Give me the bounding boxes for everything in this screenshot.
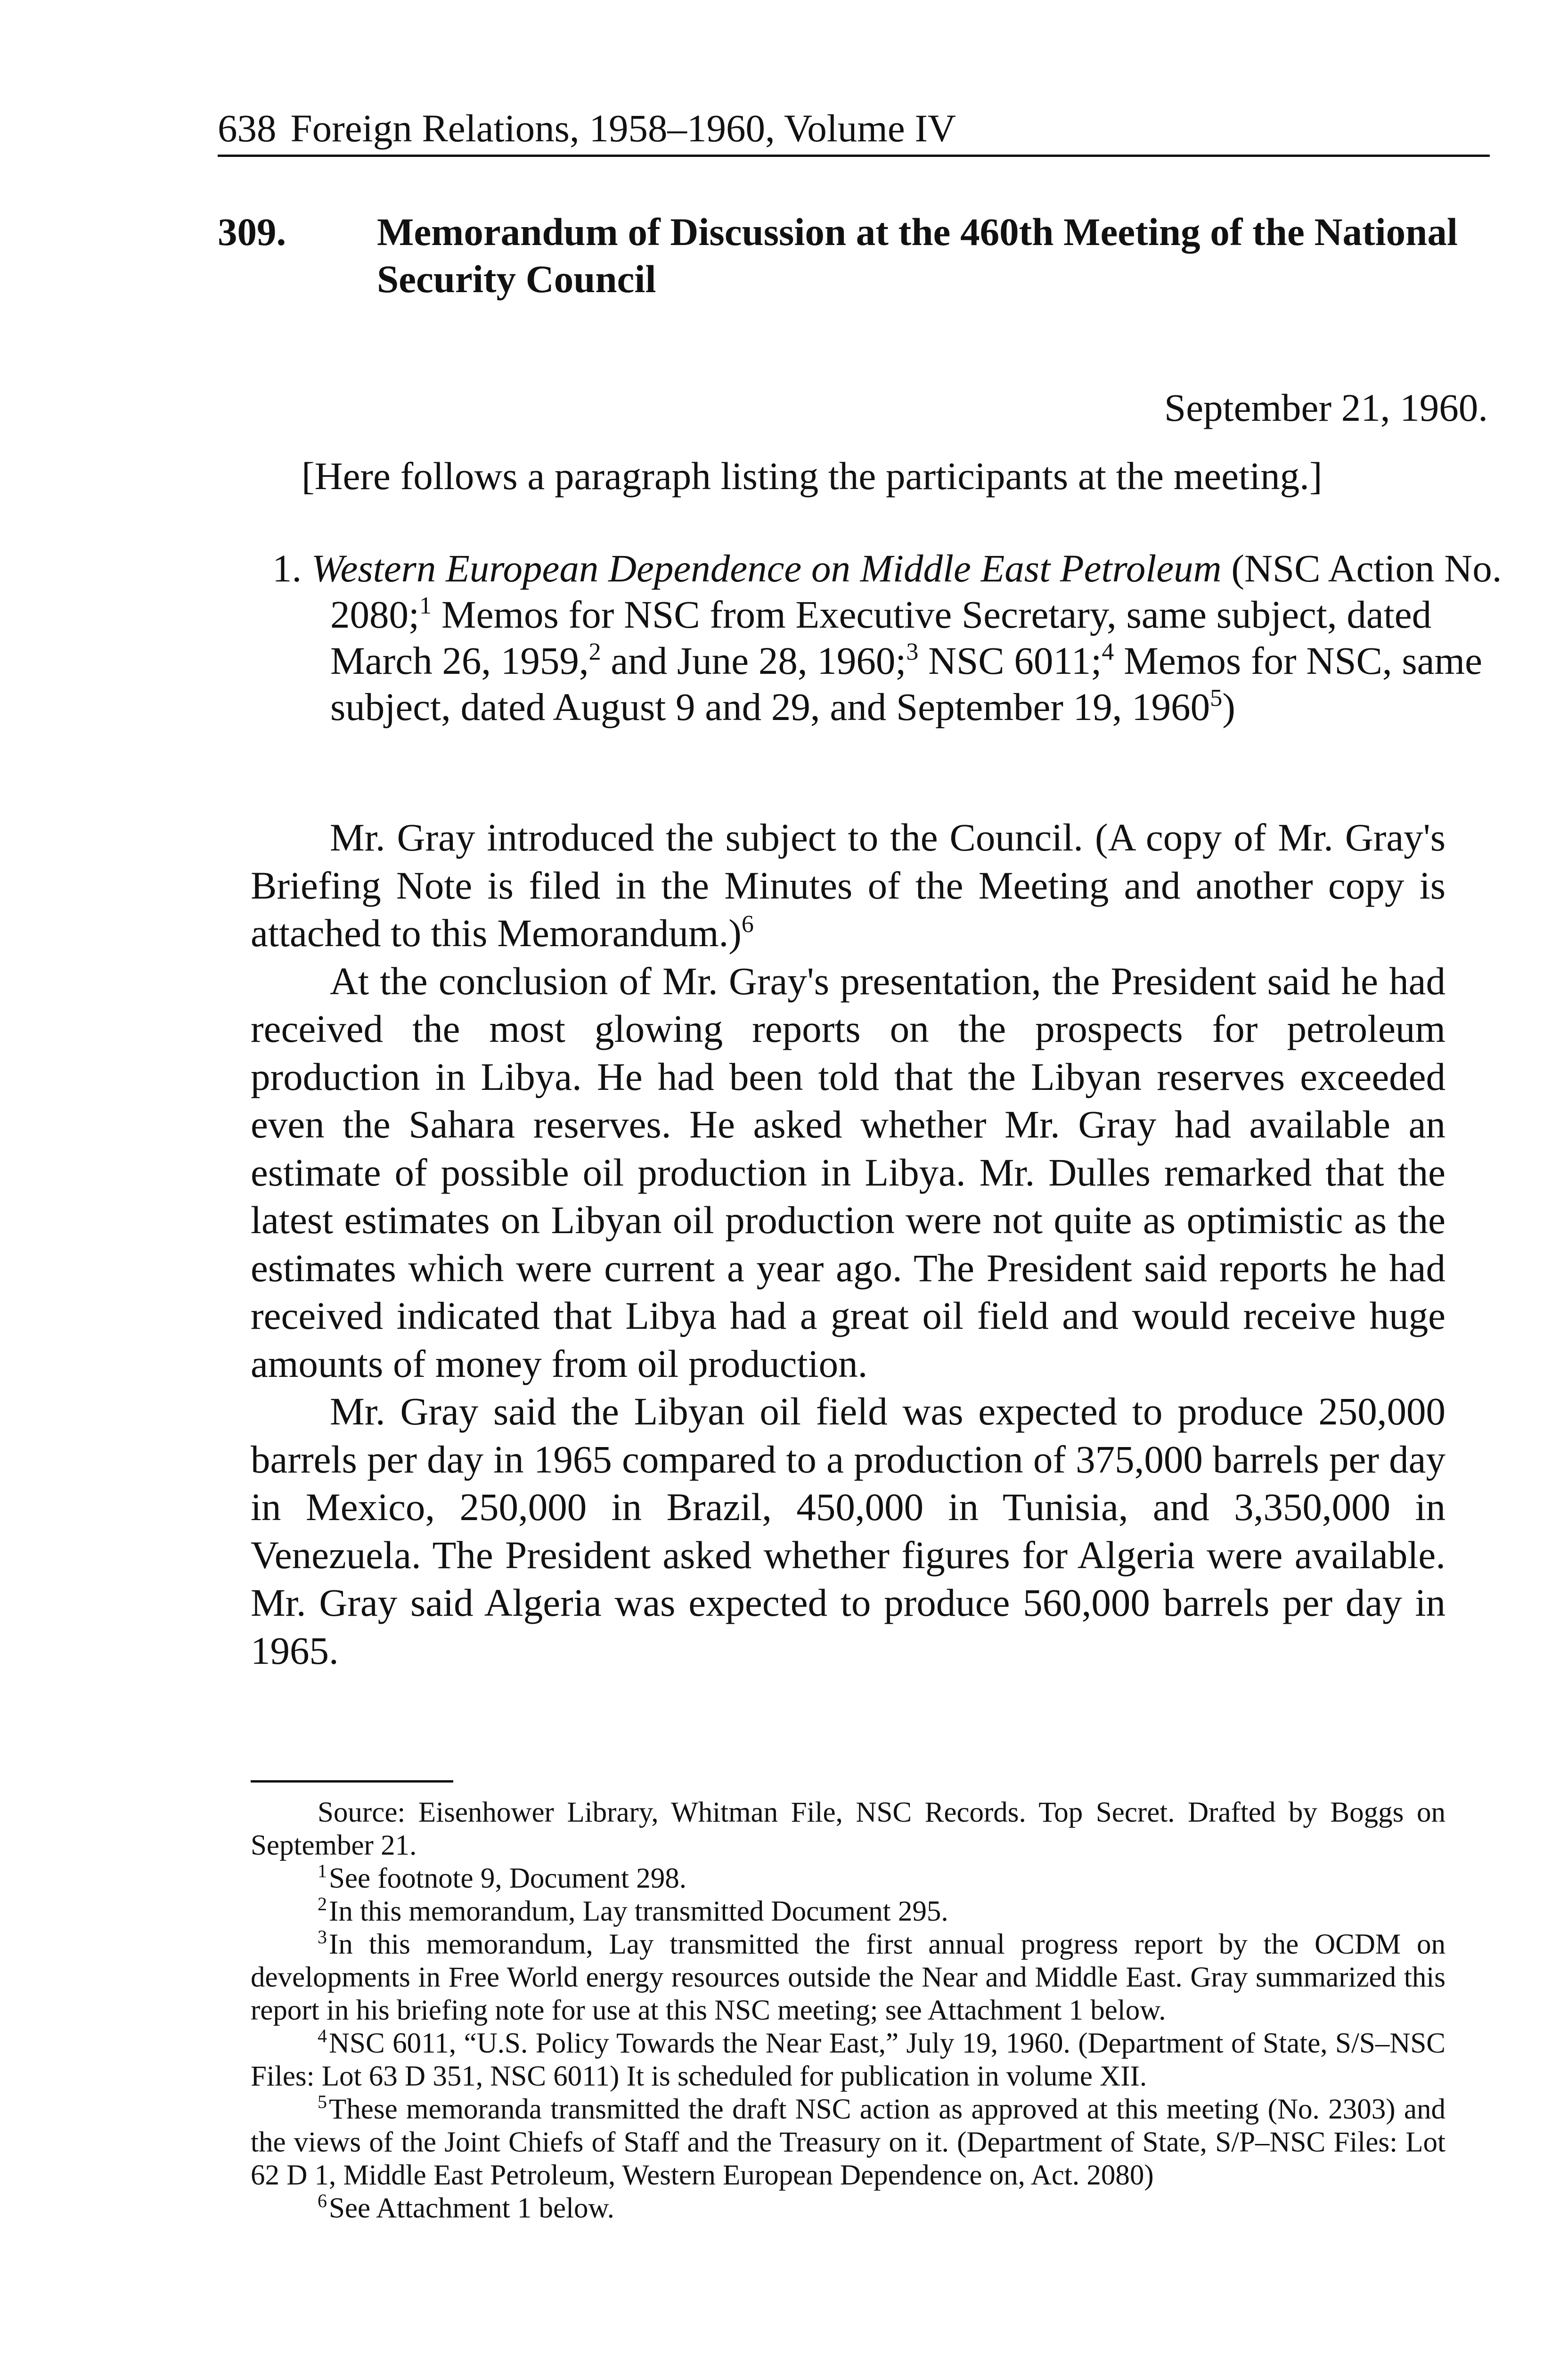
agenda-text-4: NSC 6011; bbox=[918, 639, 1102, 682]
document-title: Memorandum of Discussion at the 460th Meeting of the National Security Council bbox=[377, 210, 1458, 301]
document-date: September 21, 1960. bbox=[1164, 386, 1488, 429]
paragraph-text: Mr. Gray introduced the subject to the Council. (A copy of Mr. Gray's Briefing Note is filed in the Minutes of the Meeting and another copy is attached to this Memorandum.) bbox=[251, 816, 1446, 955]
footnote-ref-5[interactable]: 5 bbox=[1210, 685, 1223, 712]
agenda-text-2: Memos for NSC from Executive Secretary, same subject, dated March 26, 1959, bbox=[330, 593, 1432, 682]
footnote-3 bbox=[251, 1928, 1446, 2027]
agenda-item bbox=[272, 545, 1541, 730]
footnote-mark: 1 bbox=[318, 1860, 327, 1882]
footnote-2 bbox=[251, 1895, 1446, 1928]
footnote-1 bbox=[251, 1862, 1446, 1895]
footnote-4 bbox=[251, 2027, 1446, 2093]
document-number: 309. bbox=[218, 210, 286, 254]
footnote-6 bbox=[251, 2192, 1446, 2225]
body-text bbox=[251, 814, 1446, 1675]
footnote-mark: 2 bbox=[318, 1893, 327, 1914]
footnote-ref-4[interactable]: 4 bbox=[1102, 638, 1114, 665]
footnote-text: In this memorandum, Lay transmitted Document 295. bbox=[329, 1896, 948, 1927]
footnote-text: In this memorandum, Lay transmitted the first annual progress report by the OCDM on developments in Free World energy resources outside the Near and Middle East. Gray summarized this report in his briefing note for use at this NSC meeting; see Attachment 1 below. bbox=[251, 1929, 1446, 2026]
footnote-ref-6[interactable]: 6 bbox=[741, 911, 754, 938]
footnote-text: These memoranda transmitted the draft NSC action as approved at this meeting (No. 2303) and the views of the Joint Chiefs of Staff and the Treasury on it. (Department of State, S/P–NSC Files: Lot 62 D 1, Middle East Petroleum, Western European Dependence on, Act. 2080) bbox=[251, 2094, 1446, 2191]
paragraph: At the conclusion of Mr. Gray's presentation, the President said he had received the most glowing reports on the prospects for petroleum production in Libya. He had been told that the Libyan reserves exceeded even the Sahara reserves. He asked whether Mr. Gray had available an estimate of possible oil production in Libya. Mr. Dulles remarked that the latest estimates on Libyan oil production were not quite as optimistic as the estimates which were current a year ago. The President said reports he had received indicated that Libya had a great oil field and would receive huge amounts of money from oil production. bbox=[251, 959, 1446, 1385]
footnote-ref-1[interactable]: 1 bbox=[419, 592, 432, 619]
agenda-text-6: ) bbox=[1222, 685, 1235, 728]
agenda-item-number: 1. bbox=[272, 547, 302, 590]
paragraph: Mr. Gray said the Libyan oil field was expected to produce 250,000 barrels per day in 1965 compared to a production of 375,000 barrels per day in Mexico, 250,000 in Brazil, 450,000 in Tunisia, and 3,350,000 in Venezuela. The President asked whether figures for Algeria were available. Mr. Gray said Algeria was expected to produce 560,000 barrels per day in 1965. bbox=[251, 1390, 1446, 1672]
footnote-text: NSC 6011, “U.S. Policy Towards the Near East,” July 19, 1960. (Department of State, S/S–NSC Files: Lot 63 D 351, NSC 6011) It is scheduled for publication in volume XII. bbox=[251, 2028, 1446, 2092]
footnote-text: See footnote 9, Document 298. bbox=[329, 1863, 686, 1894]
running-title: Foreign Relations, 1958–1960, Volume IV bbox=[290, 106, 956, 150]
agenda-text-3: and June 28, 1960; bbox=[601, 639, 906, 682]
footnote-5 bbox=[251, 2093, 1446, 2192]
agenda-text-1: (NSC Action No. 2080; bbox=[330, 547, 1502, 636]
footnote-mark: 4 bbox=[318, 2025, 327, 2046]
paragraph bbox=[251, 814, 1446, 957]
footnote-divider bbox=[251, 1780, 453, 1783]
agenda-text-5: Memos for NSC, same subject, dated August 9 and 29, and September 19, 1960 bbox=[330, 639, 1482, 728]
running-header bbox=[218, 105, 1490, 157]
page-number: 638 bbox=[218, 106, 277, 150]
footnote-ref-3[interactable]: 3 bbox=[906, 638, 919, 665]
footnote-text: See Attachment 1 below. bbox=[329, 2192, 614, 2224]
agenda-item-title: Western European Dependence on Middle East Petroleum bbox=[311, 547, 1222, 590]
source-note: Source: Eisenhower Library, Whitman File, NSC Records. Top Secret. Drafted by Boggs on September 21. bbox=[251, 1797, 1446, 1861]
footnote-mark: 6 bbox=[318, 2190, 327, 2211]
footnote-mark: 5 bbox=[318, 2091, 327, 2112]
footnotes bbox=[251, 1796, 1446, 2225]
editorial-note: [Here follows a paragraph listing the participants at the meeting.] bbox=[302, 454, 1323, 498]
footnote-mark: 3 bbox=[318, 1926, 327, 1947]
footnote-ref-2[interactable]: 2 bbox=[588, 638, 601, 665]
